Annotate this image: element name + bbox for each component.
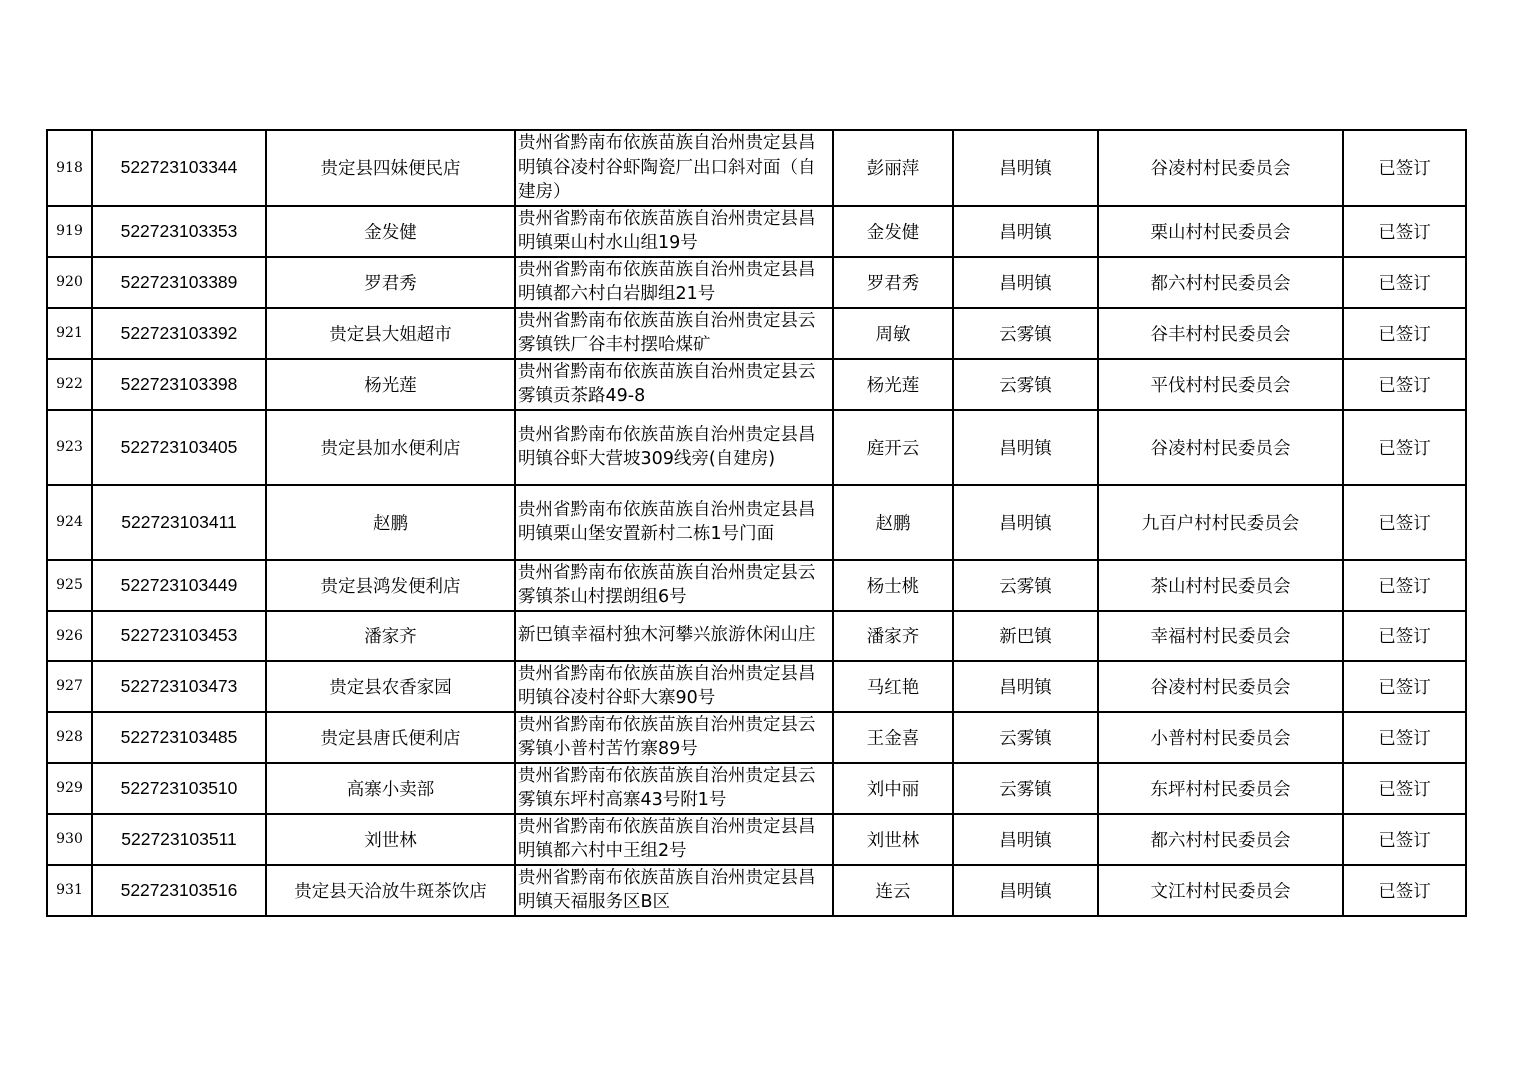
- cell-shop-name: 潘家齐: [266, 611, 515, 661]
- cell-town: 昌明镇: [953, 485, 1098, 560]
- cell-shop-name: 金发健: [266, 206, 515, 257]
- cell-address: 贵州省黔南布依族苗族自治州贵定县云雾镇贡茶路49-8: [515, 359, 833, 410]
- table-row: [47, 485, 1466, 560]
- cell-row-number: 922: [47, 359, 92, 410]
- cell-status: 已签订: [1343, 865, 1466, 916]
- registry-table: [46, 129, 1467, 917]
- cell-contact-person: 周敏: [833, 308, 953, 359]
- cell-village-committee: 东坪村村民委员会: [1098, 763, 1343, 814]
- cell-town: 云雾镇: [953, 359, 1098, 410]
- cell-unit-code: 522723103453: [92, 611, 266, 661]
- cell-address: 贵州省黔南布依族苗族自治州贵定县昌明镇天福服务区B区: [515, 865, 833, 916]
- cell-status: 已签订: [1343, 814, 1466, 865]
- table-row: [47, 611, 1466, 661]
- cell-town: 昌明镇: [953, 814, 1098, 865]
- table-row: [47, 206, 1466, 257]
- cell-row-number: 924: [47, 485, 92, 560]
- cell-shop-name: 贵定县鸿发便利店: [266, 560, 515, 611]
- cell-address: 贵州省黔南布依族苗族自治州贵定县昌明镇栗山村水山组19号: [515, 206, 833, 257]
- cell-contact-person: 潘家齐: [833, 611, 953, 661]
- cell-town: 云雾镇: [953, 308, 1098, 359]
- cell-address: 贵州省黔南布依族苗族自治州贵定县昌明镇都六村中王组2号: [515, 814, 833, 865]
- cell-town: 云雾镇: [953, 712, 1098, 763]
- cell-row-number: 919: [47, 206, 92, 257]
- table-row: [47, 560, 1466, 611]
- cell-unit-code: 522723103398: [92, 359, 266, 410]
- cell-unit-code: 522723103411: [92, 485, 266, 560]
- cell-address: 贵州省黔南布依族苗族自治州贵定县昌明镇栗山堡安置新村二栋1号门面: [515, 485, 833, 560]
- cell-contact-person: 马红艳: [833, 661, 953, 712]
- cell-contact-person: 金发健: [833, 206, 953, 257]
- cell-address: 贵州省黔南布依族苗族自治州贵定县昌明镇谷凌村谷虾陶瓷厂出口斜对面（自建房）: [515, 130, 833, 206]
- cell-town: 云雾镇: [953, 560, 1098, 611]
- table-row: [47, 410, 1466, 485]
- table-row: [47, 763, 1466, 814]
- cell-address: 新巴镇幸福村独木河攀兴旅游休闲山庄: [515, 611, 833, 661]
- table-row: [47, 308, 1466, 359]
- cell-row-number: 930: [47, 814, 92, 865]
- cell-contact-person: 彭丽萍: [833, 130, 953, 206]
- cell-status: 已签订: [1343, 410, 1466, 485]
- cell-town: 昌明镇: [953, 130, 1098, 206]
- table-row: [47, 814, 1466, 865]
- cell-address: 贵州省黔南布依族苗族自治州贵定县云雾镇东坪村高寨43号附1号: [515, 763, 833, 814]
- cell-row-number: 931: [47, 865, 92, 916]
- cell-address: 贵州省黔南布依族苗族自治州贵定县昌明镇谷凌村谷虾大寨90号: [515, 661, 833, 712]
- cell-contact-person: 杨光莲: [833, 359, 953, 410]
- cell-row-number: 921: [47, 308, 92, 359]
- cell-row-number: 927: [47, 661, 92, 712]
- cell-village-committee: 谷凌村村民委员会: [1098, 130, 1343, 206]
- cell-unit-code: 522723103473: [92, 661, 266, 712]
- cell-unit-code: 522723103392: [92, 308, 266, 359]
- cell-status: 已签订: [1343, 485, 1466, 560]
- cell-status: 已签订: [1343, 359, 1466, 410]
- cell-town: 昌明镇: [953, 865, 1098, 916]
- cell-row-number: 923: [47, 410, 92, 485]
- cell-status: 已签订: [1343, 763, 1466, 814]
- cell-status: 已签订: [1343, 661, 1466, 712]
- cell-contact-person: 刘中丽: [833, 763, 953, 814]
- cell-shop-name: 贵定县农香家园: [266, 661, 515, 712]
- cell-unit-code: 522723103516: [92, 865, 266, 916]
- cell-village-committee: 都六村村民委员会: [1098, 814, 1343, 865]
- table-row: [47, 661, 1466, 712]
- cell-status: 已签订: [1343, 257, 1466, 308]
- cell-status: 已签订: [1343, 130, 1466, 206]
- cell-shop-name: 刘世林: [266, 814, 515, 865]
- cell-town: 云雾镇: [953, 763, 1098, 814]
- cell-town: 昌明镇: [953, 661, 1098, 712]
- cell-shop-name: 赵鹏: [266, 485, 515, 560]
- cell-address: 贵州省黔南布依族苗族自治州贵定县昌明镇谷虾大营坡309线旁(自建房): [515, 410, 833, 485]
- cell-village-committee: 谷凌村村民委员会: [1098, 661, 1343, 712]
- cell-unit-code: 522723103510: [92, 763, 266, 814]
- cell-village-committee: 文江村村民委员会: [1098, 865, 1343, 916]
- cell-address: 贵州省黔南布依族苗族自治州贵定县云雾镇小普村苦竹寨89号: [515, 712, 833, 763]
- cell-unit-code: 522723103511: [92, 814, 266, 865]
- cell-status: 已签订: [1343, 308, 1466, 359]
- cell-shop-name: 贵定县天洽放牛斑茶饮店: [266, 865, 515, 916]
- cell-row-number: 929: [47, 763, 92, 814]
- cell-row-number: 925: [47, 560, 92, 611]
- cell-town: 新巴镇: [953, 611, 1098, 661]
- cell-contact-person: 杨士桃: [833, 560, 953, 611]
- cell-village-committee: 九百户村村民委员会: [1098, 485, 1343, 560]
- cell-shop-name: 贵定县四妹便民店: [266, 130, 515, 206]
- cell-status: 已签订: [1343, 206, 1466, 257]
- cell-address: 贵州省黔南布依族苗族自治州贵定县云雾镇铁厂谷丰村摆哈煤矿: [515, 308, 833, 359]
- cell-shop-name: 杨光莲: [266, 359, 515, 410]
- cell-unit-code: 522723103405: [92, 410, 266, 485]
- cell-status: 已签订: [1343, 560, 1466, 611]
- table-body: [47, 130, 1466, 916]
- table-row: [47, 359, 1466, 410]
- cell-shop-name: 贵定县加水便利店: [266, 410, 515, 485]
- cell-contact-person: 连云: [833, 865, 953, 916]
- table-row: [47, 130, 1466, 206]
- cell-village-committee: 平伐村村民委员会: [1098, 359, 1343, 410]
- cell-village-committee: 幸福村村民委员会: [1098, 611, 1343, 661]
- cell-village-committee: 谷凌村村民委员会: [1098, 410, 1343, 485]
- cell-contact-person: 赵鹏: [833, 485, 953, 560]
- table-row: [47, 865, 1466, 916]
- cell-unit-code: 522723103353: [92, 206, 266, 257]
- cell-unit-code: 522723103449: [92, 560, 266, 611]
- cell-contact-person: 庭开云: [833, 410, 953, 485]
- cell-town: 昌明镇: [953, 410, 1098, 485]
- cell-row-number: 928: [47, 712, 92, 763]
- cell-village-committee: 小普村村民委员会: [1098, 712, 1343, 763]
- cell-village-committee: 都六村村民委员会: [1098, 257, 1343, 308]
- cell-contact-person: 刘世林: [833, 814, 953, 865]
- cell-status: 已签订: [1343, 611, 1466, 661]
- cell-row-number: 920: [47, 257, 92, 308]
- cell-shop-name: 贵定县大姐超市: [266, 308, 515, 359]
- cell-contact-person: 王金喜: [833, 712, 953, 763]
- cell-unit-code: 522723103344: [92, 130, 266, 206]
- table-row: [47, 257, 1466, 308]
- cell-address: 贵州省黔南布依族苗族自治州贵定县云雾镇茶山村摆朗组6号: [515, 560, 833, 611]
- cell-unit-code: 522723103485: [92, 712, 266, 763]
- cell-contact-person: 罗君秀: [833, 257, 953, 308]
- cell-shop-name: 高寨小卖部: [266, 763, 515, 814]
- cell-shop-name: 罗君秀: [266, 257, 515, 308]
- cell-row-number: 918: [47, 130, 92, 206]
- cell-village-committee: 谷丰村村民委员会: [1098, 308, 1343, 359]
- cell-status: 已签订: [1343, 712, 1466, 763]
- cell-town: 昌明镇: [953, 257, 1098, 308]
- cell-town: 昌明镇: [953, 206, 1098, 257]
- cell-unit-code: 522723103389: [92, 257, 266, 308]
- cell-village-committee: 栗山村村民委员会: [1098, 206, 1343, 257]
- table-row: [47, 712, 1466, 763]
- cell-shop-name: 贵定县唐氏便利店: [266, 712, 515, 763]
- cell-row-number: 926: [47, 611, 92, 661]
- cell-village-committee: 茶山村村民委员会: [1098, 560, 1343, 611]
- cell-address: 贵州省黔南布依族苗族自治州贵定县昌明镇都六村白岩脚组21号: [515, 257, 833, 308]
